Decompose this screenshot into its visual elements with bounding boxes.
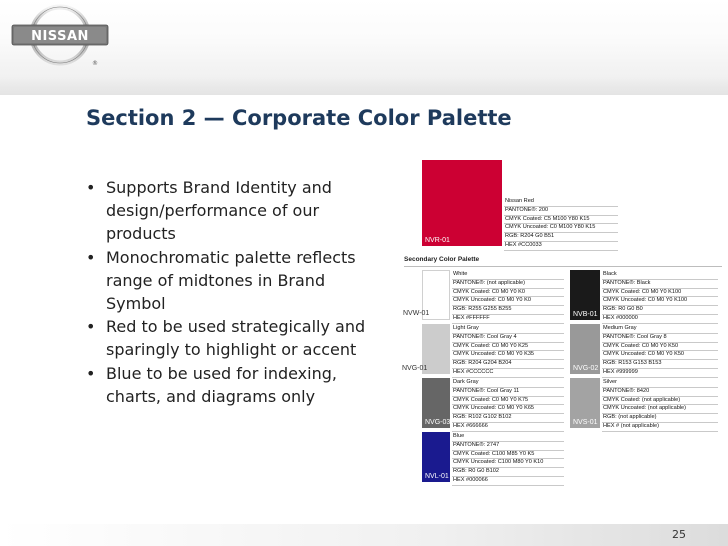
swatch-code: NVW-01: [403, 310, 430, 317]
info-line: CMYK Coated: C0 M0 Y0 K75: [452, 397, 564, 406]
swatch-medium-gray: [570, 324, 600, 374]
footer-band: [0, 524, 728, 546]
info-line: RGB: R255 G255 B255: [452, 306, 564, 315]
info-line: Nissan Red: [504, 198, 618, 207]
swatch-code: NVG-02: [573, 365, 599, 372]
info-line: CMYK Uncoated: C0 M0 Y0 K100: [602, 297, 718, 306]
info-line: CMYK Coated: C0 M0 Y0 K50: [602, 343, 718, 352]
swatch-info-nissan-red: [504, 198, 618, 251]
info-line: RGB: R204 G0 B51: [504, 233, 618, 242]
info-line: HEX #CC0033: [504, 242, 618, 251]
registered-mark: ®: [92, 60, 98, 67]
bullet-item: • Red to be used strategically and sparingly to highlight or accent: [86, 315, 386, 361]
logo-text: NISSAN: [31, 29, 89, 44]
swatch-silver: [570, 378, 600, 428]
swatch-code: NVR-01: [425, 237, 450, 244]
info-line: CMYK Coated: (not applicable): [602, 397, 718, 406]
info-line: PANTONE®: 2747: [452, 442, 564, 451]
info-line: RGB: R0 G0 B102: [452, 468, 564, 477]
info-line: PANTONE®: Cool Gray 4: [452, 334, 564, 343]
page-number: 25: [672, 528, 686, 541]
info-line: CMYK Coated: C100 M85 Y0 K5: [452, 451, 564, 460]
info-line: CMYK Uncoated: C0 M0 Y0 K0: [452, 297, 564, 306]
info-line: White: [452, 271, 564, 280]
info-line: HEX # (not applicable): [602, 423, 718, 432]
info-line: CMYK Uncoated: (not applicable): [602, 405, 718, 414]
swatch-light-gray: [402, 324, 450, 374]
swatch-dark-gray: [422, 378, 450, 428]
info-line: CMYK Uncoated: C0 M0 Y0 K35: [452, 351, 564, 360]
page-title: Section 2 — Corporate Color Palette: [86, 106, 512, 130]
info-line: CMYK Coated: C0 M0 Y0 K25: [452, 343, 564, 352]
nissan-logo: [10, 4, 110, 66]
swatch-info-dark-gray: [452, 379, 564, 432]
info-line: HEX #FFFFFF: [452, 315, 564, 324]
info-line: Blue: [452, 433, 564, 442]
info-line: PANTONE®: Cool Gray 8: [602, 334, 718, 343]
swatch-info-silver: [602, 379, 718, 432]
color-palette-panel: [400, 150, 722, 535]
swatch-code: NVS-01: [573, 419, 598, 426]
info-line: Medium Gray: [602, 325, 718, 334]
swatch-code: NVB-01: [573, 311, 598, 318]
info-line: CMYK Coated: C0 M0 Y0 K0: [452, 289, 564, 298]
swatch-info-white: [452, 271, 564, 324]
bullet-item: • Blue to be used for indexing, charts, and diagrams only: [86, 362, 386, 408]
info-line: RGB: R0 G0 B0: [602, 306, 718, 315]
info-line: CMYK Uncoated: C100 M80 Y0 K10: [452, 459, 564, 468]
info-line: RGB: (not applicable): [602, 414, 718, 423]
info-line: HEX #CCCCCC: [452, 369, 564, 378]
info-line: PANTONE®: Black: [602, 280, 718, 289]
info-line: CMYK Uncoated: C0 M0 Y0 K65: [452, 405, 564, 414]
swatch-info-black: [602, 271, 718, 324]
info-line: PANTONE®: Cool Gray 11: [452, 388, 564, 397]
swatch-code: NVG-01: [402, 365, 428, 372]
info-line: HEX #666666: [452, 423, 564, 432]
swatch-black: [570, 270, 600, 320]
info-line: PANTONE®: (not applicable): [452, 280, 564, 289]
info-line: Light Gray: [452, 325, 564, 334]
swatch-blue: [422, 432, 450, 482]
info-line: RGB: R102 G102 B102: [452, 414, 564, 423]
info-line: RGB: R153 G153 B153: [602, 360, 718, 369]
bullet-item: • Supports Brand Identity and design/performance of our products: [86, 176, 386, 246]
swatch-code: NVL-01: [425, 473, 449, 480]
info-line: Silver: [602, 379, 718, 388]
info-line: HEX #000000: [602, 315, 718, 324]
info-line: CMYK Coated: C0 M0 Y0 K100: [602, 289, 718, 298]
swatch-info-light-gray: [452, 325, 564, 378]
bullet-list: [86, 176, 386, 408]
info-line: HEX #000066: [452, 477, 564, 486]
info-line: PANTONE®: 8420: [602, 388, 718, 397]
swatch-code: NVG-03: [425, 419, 451, 426]
info-line: CMYK Coated: C5 M100 Y80 K15: [504, 216, 618, 225]
swatch-nissan-red: [422, 160, 502, 246]
swatch-info-medium-gray: [602, 325, 718, 378]
info-line: CMYK Uncoated: C0 M0 Y0 K50: [602, 351, 718, 360]
divider: [404, 266, 722, 267]
info-line: CMYK Uncoated: C0 M100 Y80 K15: [504, 224, 618, 233]
info-line: RGB: R204 G204 B204: [452, 360, 564, 369]
info-line: Black: [602, 271, 718, 280]
bullet-item: • Monochromatic palette reflects range of midtones in Brand Symbol: [86, 246, 386, 316]
info-line: Dark Gray: [452, 379, 564, 388]
info-line: HEX #999999: [602, 369, 718, 378]
swatch-white: [403, 270, 450, 320]
info-line: PANTONE®: 200: [504, 207, 618, 216]
swatch-info-blue: [452, 433, 564, 486]
secondary-palette-label: Secondary Color Palette: [404, 256, 480, 263]
